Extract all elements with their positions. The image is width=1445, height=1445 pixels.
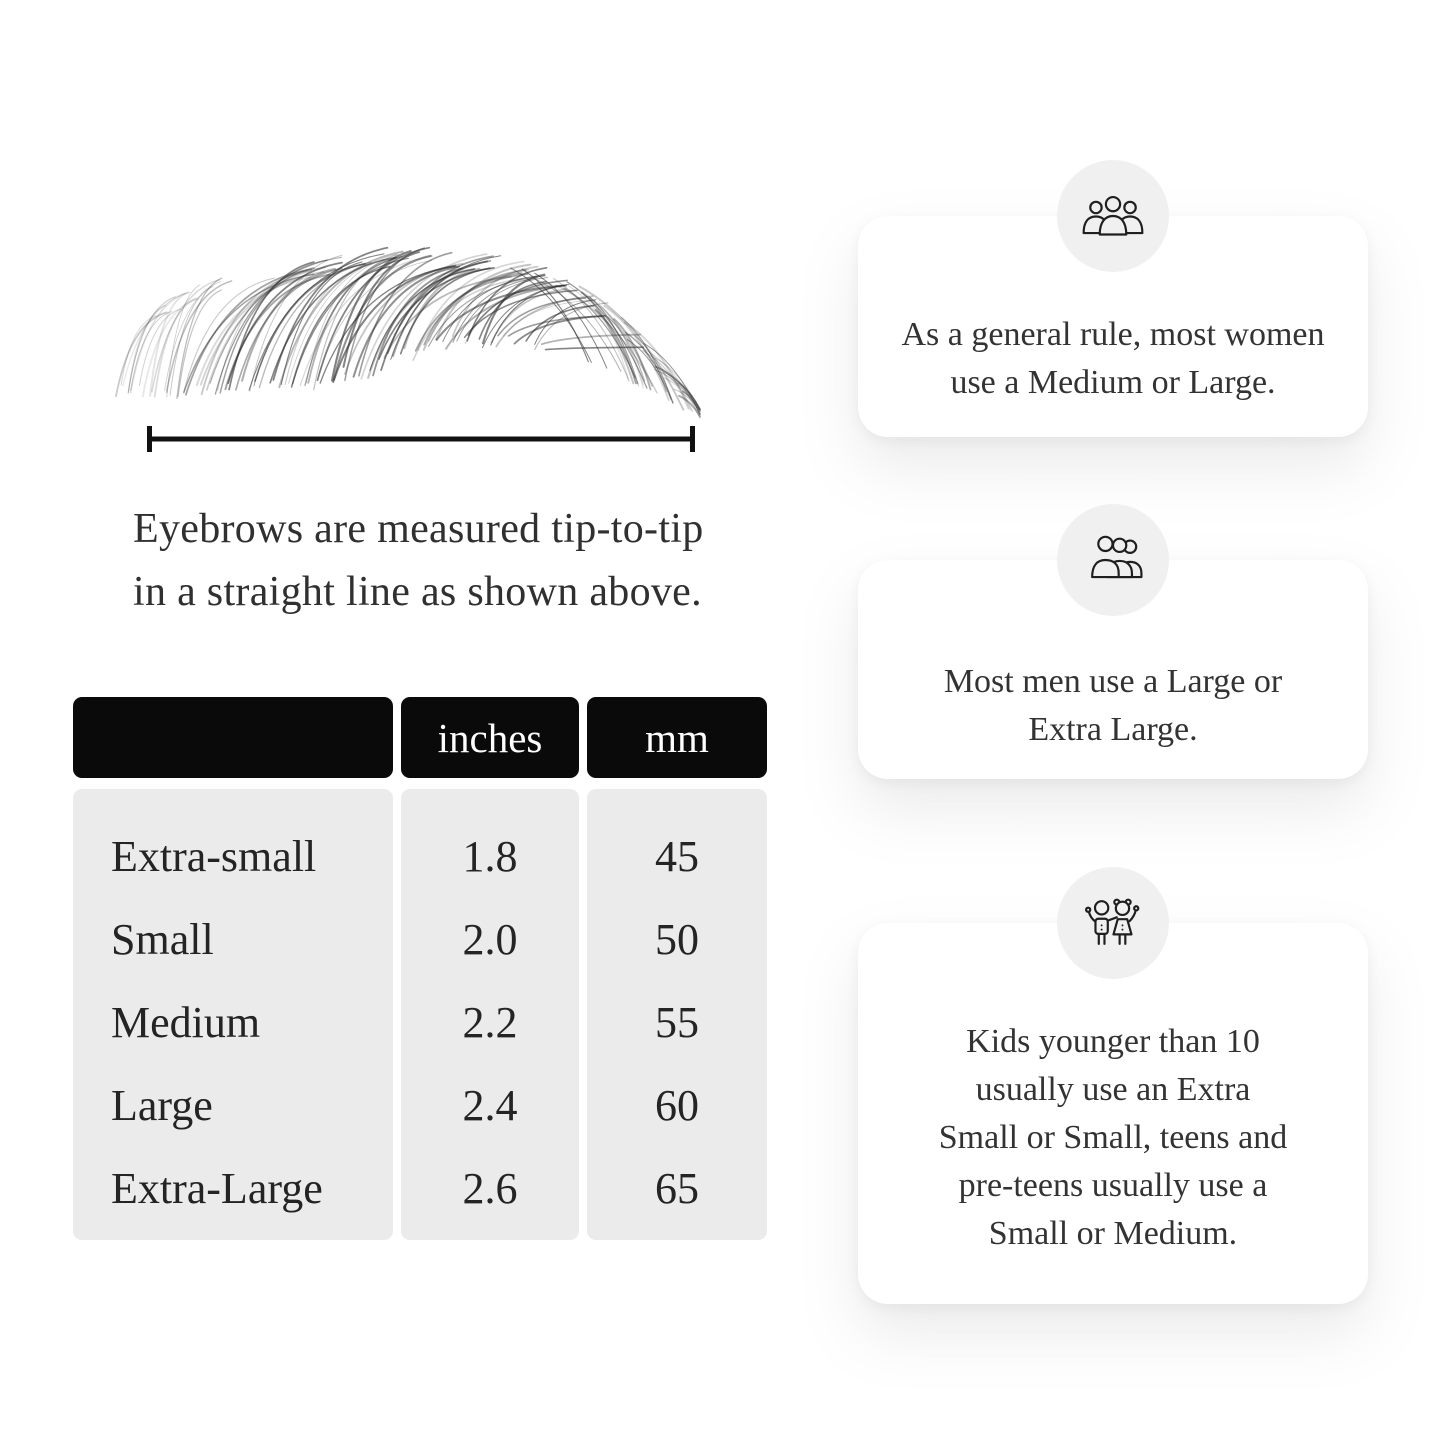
card-text-line: Small or Small, teens and bbox=[938, 1119, 1288, 1156]
size-table bbox=[73, 697, 767, 1240]
card-text-line: use a Medium or Large. bbox=[950, 364, 1276, 401]
card-text-line: pre-teens usually use a bbox=[958, 1167, 1268, 1204]
figure-caption bbox=[133, 498, 793, 624]
inches-cell: 2.2 bbox=[462, 998, 518, 1047]
header-cell-size bbox=[73, 697, 393, 778]
card-text bbox=[858, 658, 1368, 754]
card-text-line: usually use an Extra bbox=[975, 1071, 1251, 1108]
icon-circle bbox=[1057, 504, 1169, 616]
card-text-line: Small or Medium. bbox=[988, 1215, 1238, 1252]
size-table-header bbox=[73, 697, 767, 778]
men-group-icon bbox=[1077, 531, 1149, 589]
inches-cell: 2.0 bbox=[462, 915, 518, 964]
size-cell: Large bbox=[111, 1081, 213, 1130]
info-card-kids bbox=[858, 923, 1368, 1304]
card-text bbox=[858, 311, 1368, 407]
measurement-line-right-cap bbox=[690, 426, 695, 452]
inches-column bbox=[401, 789, 579, 1240]
card-text-line: Most men use a Large or bbox=[943, 663, 1283, 700]
kids-icon bbox=[1077, 894, 1149, 952]
figure-caption-line-2: in a straight line as shown above. bbox=[133, 569, 702, 615]
card-text-line: Kids younger than 10 bbox=[966, 1023, 1260, 1060]
size-column bbox=[73, 789, 393, 1240]
mm-cell: 45 bbox=[655, 832, 699, 881]
mm-cell: 65 bbox=[655, 1164, 699, 1213]
mm-column bbox=[587, 789, 767, 1240]
size-cell: Extra-small bbox=[111, 832, 317, 881]
info-card-men bbox=[858, 560, 1368, 779]
card-text-line: As a general rule, most women bbox=[901, 316, 1325, 353]
mm-cell: 50 bbox=[655, 915, 699, 964]
inches-cell: 1.8 bbox=[462, 832, 518, 881]
header-cell-mm: mm bbox=[587, 697, 767, 778]
measurement-line-bar bbox=[147, 437, 695, 442]
women-group-icon bbox=[1077, 187, 1149, 245]
inches-cell: 2.4 bbox=[462, 1081, 518, 1130]
figure-caption-line-1: Eyebrows are measured tip-to-tip bbox=[133, 506, 704, 552]
size-cell: Extra-Large bbox=[111, 1164, 323, 1213]
eyebrow-illustration bbox=[114, 240, 704, 430]
size-cell: Small bbox=[111, 915, 214, 964]
inches-cell: 2.6 bbox=[462, 1164, 518, 1213]
info-card-women bbox=[858, 216, 1368, 437]
card-text-line: Extra Large. bbox=[1028, 711, 1198, 748]
card-text bbox=[858, 1018, 1368, 1258]
size-cell: Medium bbox=[111, 998, 261, 1047]
mm-cell: 55 bbox=[655, 998, 699, 1047]
mm-cell: 60 bbox=[655, 1081, 699, 1130]
measurement-figure bbox=[114, 240, 704, 454]
icon-circle bbox=[1057, 160, 1169, 272]
measurement-line bbox=[147, 426, 695, 452]
header-cell-inches: inches bbox=[401, 697, 579, 778]
icon-circle bbox=[1057, 867, 1169, 979]
size-table-body bbox=[73, 789, 767, 1240]
